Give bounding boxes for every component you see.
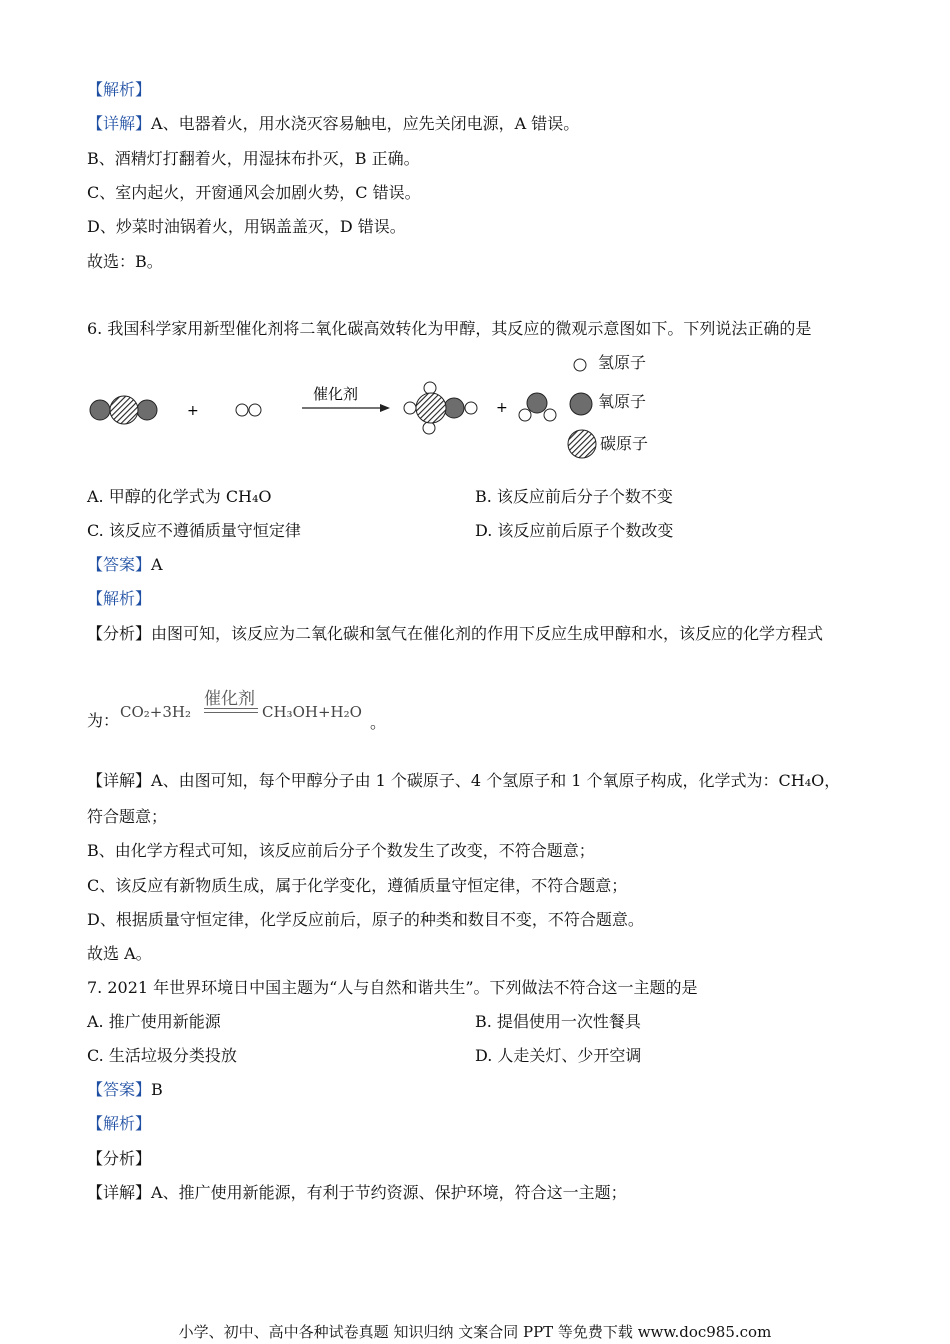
q7-option-c: C. 生活垃圾分类投放 <box>87 1046 237 1065</box>
legend-carbon-label: 碳原子 <box>600 434 649 453</box>
q7-analysis-tag: 【分析】 <box>87 1149 152 1168</box>
water-molecule <box>519 393 556 421</box>
q5-conclusion: 故选：B。 <box>87 252 163 271</box>
reaction-diagram-svg <box>80 345 680 465</box>
chemical-equation <box>120 680 390 730</box>
equation-condition: 催化剂 <box>204 689 255 709</box>
q7-option-d: D. 人走关灯、少开空调 <box>475 1046 642 1065</box>
q6-conclusion: 故选 A。 <box>87 944 152 963</box>
q6-option-d: D. 该反应前后原子个数改变 <box>475 521 674 540</box>
q6-detail-a2: 符合题意； <box>87 807 168 826</box>
legend-oxygen-symbol <box>570 393 592 415</box>
q5-detail-b: B、酒精灯打翻着火，用湿抹布扑灭，B 正确。 <box>87 149 420 168</box>
page-footer: 小学、初中、高中各种试卷真题 知识归纳 文案合同 PPT 等免费下载 www.doc985.com <box>178 1323 772 1341</box>
q5-detail-c: C、室内起火，开窗通风会加剧火势，C 错误。 <box>87 183 421 202</box>
catalyst-label: 催化剂 <box>313 385 359 403</box>
plus-sign-1: + <box>187 403 199 419</box>
equation-equals <box>204 708 258 713</box>
legend-hydrogen-symbol <box>574 359 586 371</box>
q7-detail-a: 【详解】A、推广使用新能源，有利于节约资源、保护环境，符合这一主题； <box>87 1183 627 1202</box>
co2-molecule <box>90 396 157 424</box>
q6-equation-prefix: 为： <box>87 711 120 730</box>
q6-detail-c: C、该反应有新物质生成，属于化学变化，遵循质量守恒定律，不符合题意； <box>87 876 628 895</box>
equation-products: CH₃OH+H₂O <box>262 703 362 721</box>
reaction-arrow-head <box>380 404 390 412</box>
q7-answer: 【答案】B <box>87 1080 163 1099</box>
legend-hydrogen-label: 氢原子 <box>598 353 647 372</box>
q7-question: 7. 2021 年世界环境日中国主题为“人与自然和谐共生”。下列做法不符合这一主题的是 <box>87 978 698 997</box>
q7-option-b: B. 提倡使用一次性餐具 <box>475 1012 641 1031</box>
q6-analysis: 【分析】由图可知，该反应为二氧化碳和氢气在催化剂的作用下反应生成甲醇和水，该反应的化学方程式 <box>87 624 824 643</box>
legend-carbon-symbol <box>568 430 596 458</box>
q5-jiexi-tag: 【解析】 <box>87 80 152 99</box>
reaction-diagram <box>80 345 680 465</box>
q6-question: 6. 我国科学家用新型催化剂将二氧化碳高效转化为甲醇，其反应的微观示意图如下。下列说法正确的是 <box>87 319 812 338</box>
q6-detail-d: D、根据质量守恒定律，化学反应前后，原子的种类和数目不变，不符合题意。 <box>87 910 644 929</box>
legend-oxygen-label: 氧原子 <box>598 392 647 411</box>
q7-jiexi-tag: 【解析】 <box>87 1114 152 1133</box>
equation-reactants: CO₂+3H₂ <box>120 703 191 721</box>
methanol-molecule <box>404 382 477 434</box>
q6-option-a: A. 甲醇的化学式为 CH₄O <box>87 487 272 506</box>
q6-option-c: C. 该反应不遵循质量守恒定律 <box>87 521 301 540</box>
q7-option-a: A. 推广使用新能源 <box>87 1012 221 1031</box>
q6-option-b: B. 该反应前后分子个数不变 <box>475 487 673 506</box>
h2-molecule <box>236 404 261 416</box>
q6-equation-period: 。 <box>370 713 387 732</box>
q5-detail-a: 【详解】A、电器着火，用水浇灭容易触电，应先关闭电源，A 错误。 <box>87 114 580 133</box>
q5-detail-d: D、炒菜时油锅着火，用锅盖盖灭，D 错误。 <box>87 217 406 236</box>
q6-detail-a1: 【详解】A、由图可知，每个甲醇分子由 1 个碳原子、4 个氢原子和 1 个氧原子构成，化学式为：CH₄O， <box>87 771 841 790</box>
q6-detail-b: B、由化学方程式可知，该反应前后分子个数发生了改变，不符合题意； <box>87 841 595 860</box>
q6-jiexi-tag: 【解析】 <box>87 589 152 608</box>
q6-answer: 【答案】A <box>87 555 163 574</box>
plus-sign-2: + <box>496 400 508 416</box>
